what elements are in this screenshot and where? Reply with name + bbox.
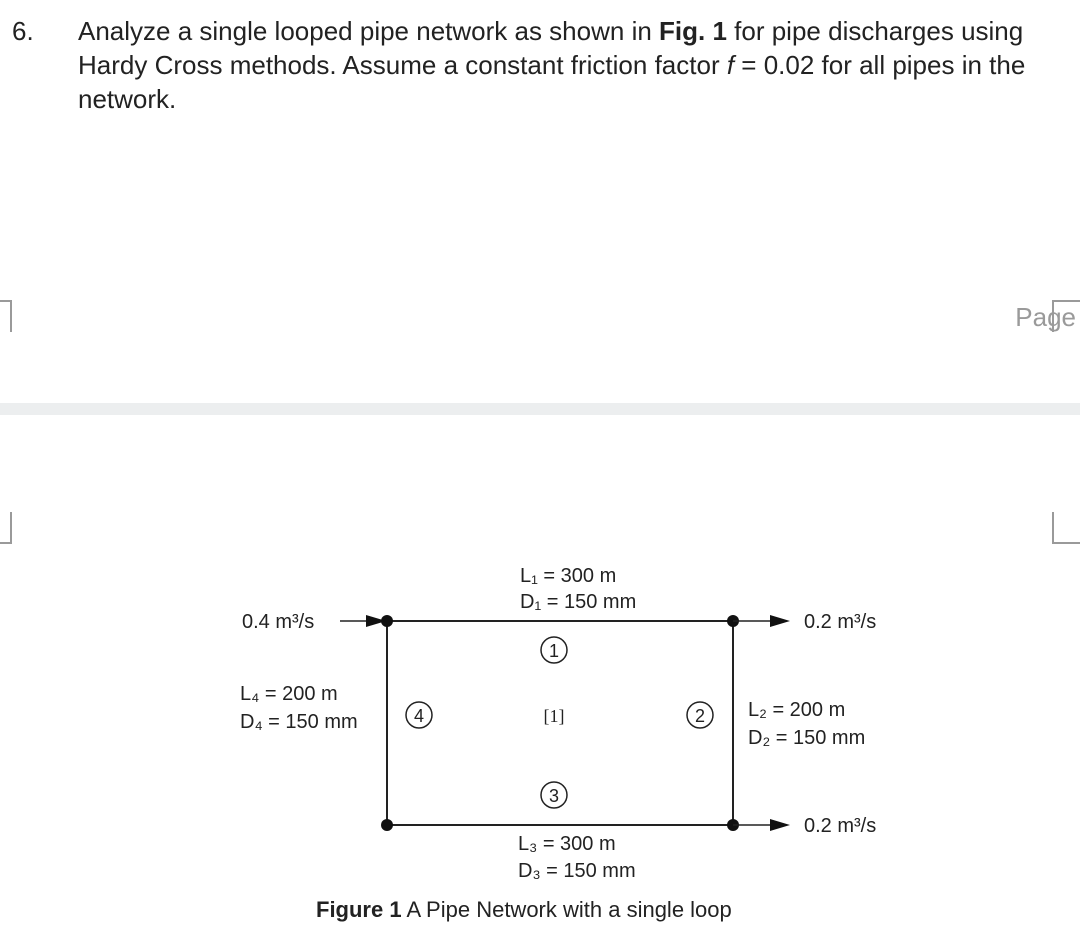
- question-number: 6.: [12, 16, 34, 46]
- pipe-4-diameter: D₄ = 150 mm: [240, 711, 358, 733]
- pipe-4-number: 4: [413, 706, 425, 726]
- friction-factor-symbol: f: [726, 50, 735, 80]
- pipe-2-length: L₂ = 200 m: [748, 699, 846, 721]
- figure-caption: [316, 896, 732, 924]
- pipe-network-diagram: [0, 540, 1080, 938]
- pipe-3-number: 3: [548, 786, 560, 806]
- question-text: [78, 14, 1068, 116]
- page-label: Page: [1015, 302, 1076, 332]
- outflow-bottom-arrow-head: [770, 819, 790, 831]
- pipe-1-diameter: D₁ = 150 mm: [520, 591, 637, 613]
- pipe-2-number: 2: [694, 706, 706, 726]
- outflow-top-label: 0.2 m³/s: [804, 611, 877, 633]
- outflow-bottom-label: 0.2 m³/s: [804, 815, 877, 837]
- figure-reference: Fig. 1: [659, 16, 727, 46]
- figure-caption-label: Figure 1: [316, 897, 402, 922]
- pipe-1-number: 1: [548, 641, 560, 661]
- pipe-3-diameter: D₃ = 150 mm: [518, 860, 636, 882]
- node-bottom-left: [381, 819, 393, 831]
- question-text-part2: for pipe discharges using Hardy Cross methods. Assume a constant friction factor: [78, 16, 1024, 80]
- pipe-2-diameter: D₂ = 150 mm: [748, 727, 866, 749]
- outflow-top-arrow-head: [770, 615, 790, 627]
- pipe-1-length: L₁ = 300 m: [520, 565, 617, 587]
- page-separator: [0, 403, 1080, 415]
- loop-label: [1]: [543, 706, 565, 726]
- inflow-label: 0.4 m³/s: [242, 611, 315, 633]
- figure-caption-text: A Pipe Network with a single loop: [401, 897, 732, 922]
- pipe-3-length: L₃ = 300 m: [518, 833, 616, 855]
- question-text-part1: Analyze a single looped pipe network as shown in: [78, 16, 660, 46]
- pipe-4-length: L₄ = 200 m: [240, 683, 338, 705]
- question-text-part3: = 0.02 for all pipes in the network.: [78, 50, 1026, 114]
- crop-mark-top-left: [0, 300, 12, 332]
